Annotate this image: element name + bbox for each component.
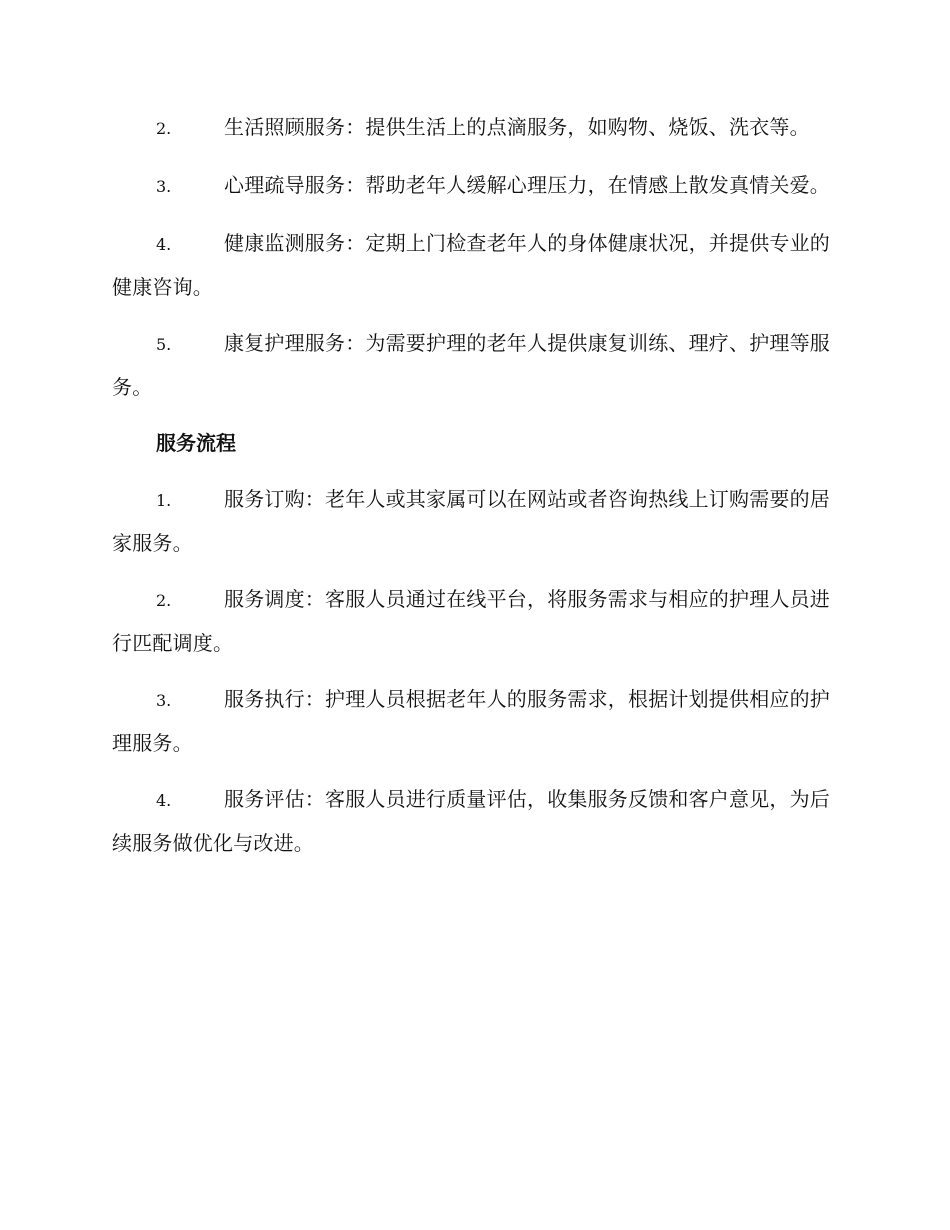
list-text: 健康监测服务：定期上门检查老年人的身体健康状况，并提供专业的健康咨询。 xyxy=(112,231,830,299)
list-text: 生活照顾服务：提供生活上的点滴服务，如购物、烧饭、洗衣等。 xyxy=(224,115,810,139)
service-item xyxy=(112,222,836,308)
process-item xyxy=(112,478,836,564)
process-item xyxy=(112,778,836,864)
section-heading: 服务流程 xyxy=(156,431,236,455)
list-text: 服务调度：客服人员通过在线平台，将服务需求与相应的护理人员进行匹配调度。 xyxy=(112,587,830,655)
list-number: 5. xyxy=(156,335,172,354)
list-text: 服务评估：客服人员进行质量评估，收集服务反馈和客户意见，为后续服务做优化与改进。 xyxy=(112,787,830,855)
list-text: 心理疏导服务：帮助老年人缓解心理压力，在情感上散发真情关爱。 xyxy=(224,173,830,197)
process-item xyxy=(112,678,836,764)
list-number: 4. xyxy=(156,791,172,810)
service-item xyxy=(112,106,836,150)
service-item xyxy=(112,164,836,208)
document-body xyxy=(112,106,836,878)
list-number: 4. xyxy=(156,235,172,254)
process-item xyxy=(112,578,836,664)
list-number: 3. xyxy=(156,177,172,196)
service-item xyxy=(112,322,836,408)
list-number: 2. xyxy=(156,119,172,138)
list-number: 2. xyxy=(156,591,172,610)
list-text: 服务订购：老年人或其家属可以在网站或者咨询热线上订购需要的居家服务。 xyxy=(112,487,830,555)
list-text: 服务执行：护理人员根据老年人的服务需求，根据计划提供相应的护理服务。 xyxy=(112,687,830,755)
list-number: 1. xyxy=(156,491,172,510)
list-text: 康复护理服务：为需要护理的老年人提供康复训练、理疗、护理等服务。 xyxy=(112,331,830,399)
list-number: 3. xyxy=(156,691,172,710)
